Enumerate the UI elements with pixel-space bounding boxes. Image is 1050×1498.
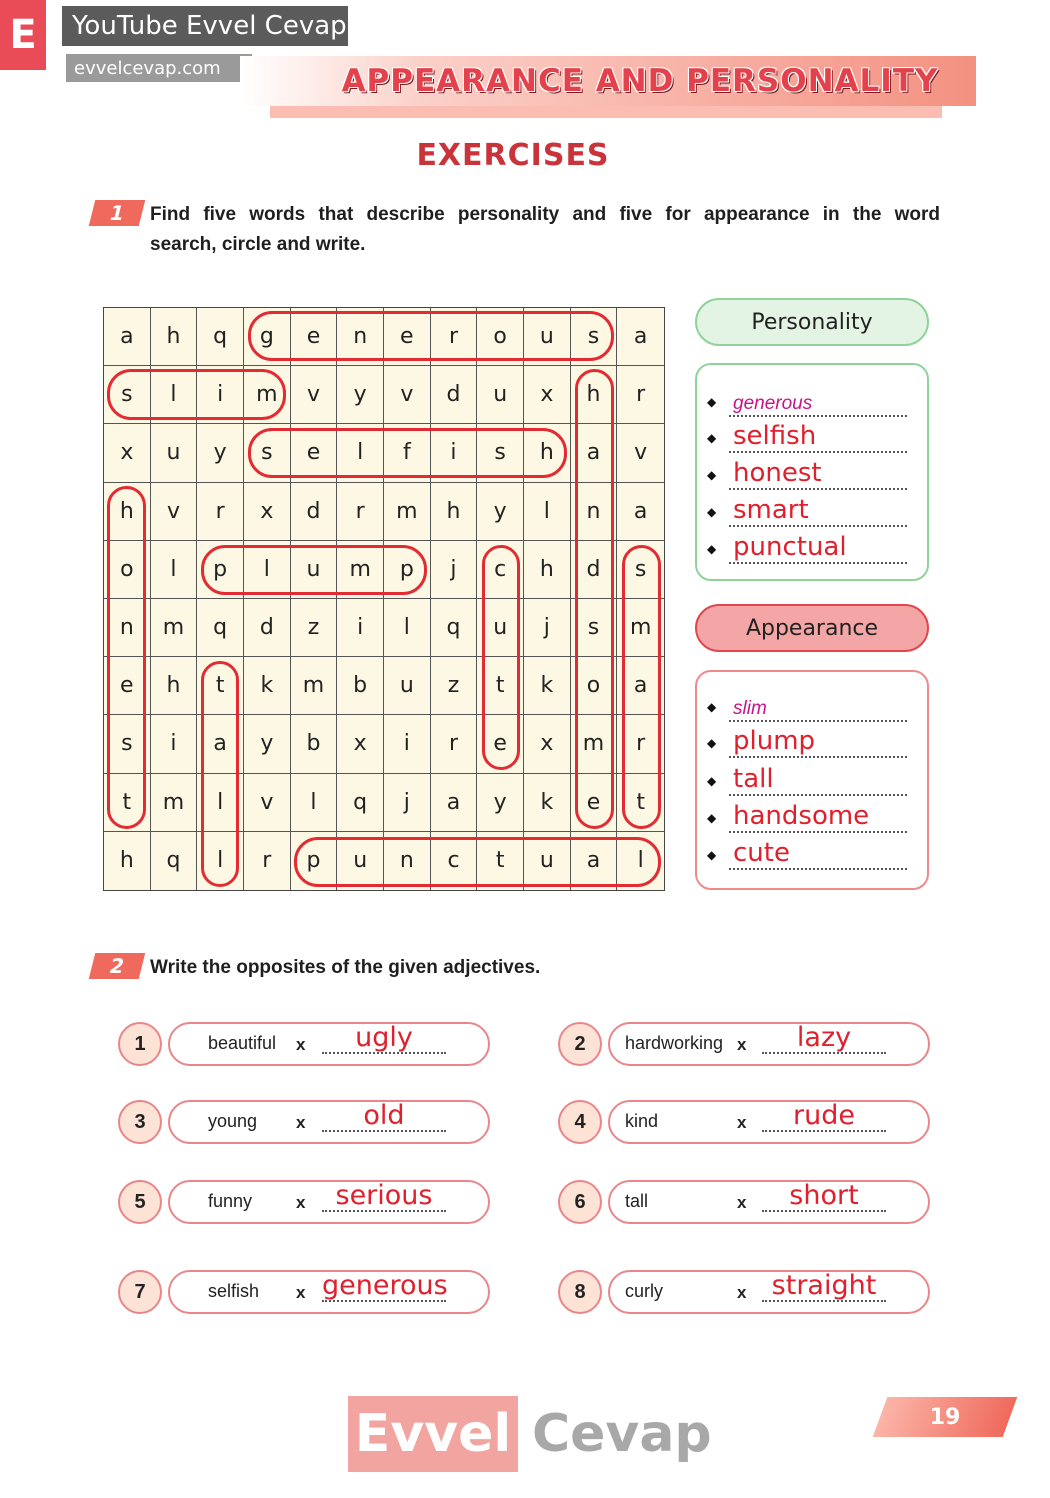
grid-cell[interactable]: q (151, 832, 198, 890)
grid-cell[interactable]: u (384, 657, 431, 715)
grid-cell[interactable]: g (244, 308, 291, 366)
grid-cell[interactable]: x (337, 715, 384, 773)
personality-item: ◆ honest (707, 456, 907, 490)
opposite-answer[interactable]: short (762, 1182, 886, 1212)
grid-cell[interactable]: a (571, 832, 618, 890)
given-adjective: selfish (208, 1281, 260, 1301)
grid-cell[interactable]: l (291, 774, 338, 832)
grid-cell[interactable]: k (524, 657, 571, 715)
grid-cell[interactable]: h (151, 657, 198, 715)
grid-cell[interactable]: q (197, 308, 244, 366)
grid-cell[interactable]: f (384, 424, 431, 482)
grid-cell[interactable]: t (617, 774, 664, 832)
opposite-number: 3 (118, 1100, 162, 1144)
given-adjective: hardworking (625, 1033, 724, 1053)
grid-cell[interactable]: u (291, 541, 338, 599)
grid-cell[interactable]: m (291, 657, 338, 715)
opposite-number: 5 (118, 1180, 162, 1224)
grid-cell[interactable]: u (477, 366, 524, 424)
grid-cell[interactable]: c (431, 832, 478, 890)
opposite-answer[interactable]: ugly (322, 1024, 446, 1054)
grid-cell[interactable]: i (384, 715, 431, 773)
opposite-answer[interactable]: old (322, 1102, 446, 1132)
grid-cell[interactable]: m (571, 715, 618, 773)
grid-cell[interactable]: h (571, 366, 618, 424)
given-adjective: tall (625, 1191, 649, 1211)
grid-cell[interactable]: a (104, 308, 151, 366)
grid-cell[interactable]: b (337, 657, 384, 715)
grid-cell[interactable]: q (337, 774, 384, 832)
exercise-1-badge: 1 (89, 200, 145, 226)
opposite-number: 7 (118, 1270, 162, 1314)
grid-cell[interactable]: m (384, 483, 431, 541)
grid-cell[interactable]: s (104, 715, 151, 773)
grid-cell[interactable]: a (617, 483, 664, 541)
section-title: EXERCISES (416, 138, 610, 173)
grid-cell[interactable]: v (384, 366, 431, 424)
opposite-answer[interactable]: generous (322, 1270, 448, 1301)
opposite-x-mark: x (737, 1193, 747, 1212)
grid-cell[interactable]: y (337, 366, 384, 424)
grid-cell[interactable]: v (244, 774, 291, 832)
grid-cell[interactable]: e (477, 715, 524, 773)
given-adjective: beautiful (208, 1033, 277, 1053)
opposite-answer[interactable]: straight (762, 1272, 886, 1302)
grid-cell[interactable]: y (477, 483, 524, 541)
youtube-brand-label: YouTube Evvel Cevap (62, 6, 348, 46)
grid-cell[interactable]: x (524, 715, 571, 773)
grid-cell[interactable]: l (384, 599, 431, 657)
grid-cell[interactable]: y (244, 715, 291, 773)
grid-cell[interactable]: z (291, 599, 338, 657)
footer-logo-evvel: Evvel (348, 1396, 518, 1472)
grid-cell[interactable]: i (197, 366, 244, 424)
opposite-answer[interactable]: serious (322, 1182, 446, 1212)
grid-cell[interactable]: v (617, 424, 664, 482)
grid-cell[interactable]: l (151, 366, 198, 424)
opposite-x-mark: x (737, 1113, 747, 1132)
grid-cell[interactable]: x (524, 366, 571, 424)
instruction-line-1: Find five words that describe personality and five for appearance in the word (150, 204, 940, 225)
grid-cell[interactable]: p (197, 541, 244, 599)
grid-cell[interactable]: q (197, 599, 244, 657)
grid-cell[interactable]: t (104, 774, 151, 832)
exercise-2-badge: 2 (89, 953, 145, 979)
grid-cell[interactable]: h (524, 424, 571, 482)
grid-cell[interactable]: b (291, 715, 338, 773)
grid-cell[interactable]: r (617, 366, 664, 424)
grid-cell[interactable]: m (151, 599, 198, 657)
grid-cell[interactable]: l (197, 774, 244, 832)
grid-cell[interactable]: e (384, 308, 431, 366)
grid-cell[interactable]: s (104, 366, 151, 424)
instruction-line-2: search, circle and write. (150, 234, 366, 255)
grid-cell[interactable]: d (244, 599, 291, 657)
grid-cell[interactable]: r (617, 715, 664, 773)
grid-cell[interactable]: i (337, 599, 384, 657)
opposite-x-mark: x (296, 1113, 306, 1132)
grid-cell[interactable]: a (571, 424, 618, 482)
grid-cell[interactable]: y (197, 424, 244, 482)
grid-cell[interactable]: u (477, 599, 524, 657)
opposite-number: 8 (558, 1270, 602, 1314)
grid-cell[interactable]: a (617, 657, 664, 715)
grid-cell[interactable]: q (431, 599, 478, 657)
grid-cell[interactable]: p (291, 832, 338, 890)
grid-cell[interactable]: a (431, 774, 478, 832)
grid-cell[interactable]: i (151, 715, 198, 773)
grid-cell[interactable]: s (244, 424, 291, 482)
opposite-x-mark: x (737, 1283, 747, 1302)
grid-cell[interactable]: l (197, 832, 244, 890)
grid-cell[interactable]: m (244, 366, 291, 424)
grid-cell[interactable]: a (617, 308, 664, 366)
grid-cell[interactable]: l (244, 541, 291, 599)
grid-cell[interactable]: i (431, 424, 478, 482)
grid-cell[interactable]: x (244, 483, 291, 541)
grid-cell[interactable]: r (431, 308, 478, 366)
grid-cell[interactable]: h (524, 541, 571, 599)
grid-cell[interactable]: l (637, 848, 644, 874)
appearance-item: ◆ tall (707, 762, 907, 796)
grid-cell[interactable]: p (384, 541, 431, 599)
grid-cell[interactable]: k (244, 657, 291, 715)
exercise-1-instruction (150, 200, 940, 260)
appearance-item: ◆ cute (707, 836, 907, 870)
grid-cell[interactable]: e (104, 657, 151, 715)
personality-item: ◆ generous (707, 383, 907, 417)
opposite-answer[interactable]: rude (762, 1102, 886, 1132)
grid-cell[interactable]: z (431, 657, 478, 715)
given-adjective: funny (208, 1191, 253, 1211)
grid-cell[interactable]: v (291, 366, 338, 424)
grid-cell[interactable]: h (104, 483, 151, 541)
grid-cell[interactable]: j (431, 541, 478, 599)
grid-cell[interactable]: h (151, 308, 198, 366)
grid-cell[interactable]: m (617, 599, 664, 657)
grid-cell[interactable]: s (477, 424, 524, 482)
grid-cell[interactable]: d (431, 366, 478, 424)
grid-cell[interactable]: s (571, 308, 618, 366)
grid-cell[interactable]: s (617, 541, 664, 599)
grid-cell[interactable]: o (571, 657, 618, 715)
grid-cell[interactable]: l (524, 483, 571, 541)
grid-cell[interactable]: r (197, 483, 244, 541)
grid-cell[interactable]: e (291, 308, 338, 366)
given-adjective: young (208, 1111, 258, 1131)
page-number: 19 (929, 1404, 961, 1430)
opposite-x-mark: x (296, 1035, 306, 1054)
grid-cell[interactable]: j (384, 774, 431, 832)
grid-cell[interactable]: n (571, 483, 618, 541)
given-adjective: kind (625, 1111, 659, 1131)
grid-cell[interactable]: y (477, 774, 524, 832)
grid-cell[interactable]: m (337, 541, 384, 599)
grid-cell[interactable]: u (524, 308, 571, 366)
personality-list (695, 363, 929, 581)
grid-cell[interactable]: t (477, 832, 524, 890)
word-search-grid (103, 307, 665, 891)
grid-cell[interactable]: n (104, 599, 151, 657)
grid-cell[interactable]: l (151, 541, 198, 599)
grid-cell[interactable]: x (104, 424, 151, 482)
grid-cell[interactable]: l (337, 424, 384, 482)
unit-title: APPEARANCE AND PERSONALITY (341, 63, 939, 99)
grid-cell[interactable]: t (197, 657, 244, 715)
grid-cell[interactable]: t (477, 657, 524, 715)
opposite-x-mark: x (737, 1035, 747, 1054)
opposite-x-mark: x (296, 1193, 306, 1212)
appearance-header: Appearance (695, 604, 929, 652)
brand-url: evvelcevap.com (66, 54, 252, 82)
opposite-answer[interactable]: lazy (762, 1024, 886, 1054)
brand-logo: E (0, 0, 46, 70)
grid-cell[interactable]: n (384, 832, 431, 890)
grid-cell[interactable]: a (197, 715, 244, 773)
grid-cell[interactable]: v (151, 483, 198, 541)
grid-cell[interactable]: s (571, 599, 618, 657)
grid-cell[interactable]: r (337, 483, 384, 541)
opposite-number: 4 (558, 1100, 602, 1144)
opposite-number: 2 (558, 1022, 602, 1066)
grid-cell[interactable]: m (151, 774, 198, 832)
grid-cell[interactable]: e (291, 424, 338, 482)
footer-logo-cevap: Cevap (532, 1404, 712, 1464)
grid-cell[interactable]: j (524, 599, 571, 657)
grid-cell[interactable]: u (337, 832, 384, 890)
grid-cell[interactable]: o (104, 541, 151, 599)
appearance-item: ◆ slim (707, 688, 907, 722)
grid-cell[interactable]: u (151, 424, 198, 482)
banner-underline (270, 106, 942, 118)
grid-cell[interactable]: n (337, 308, 384, 366)
grid-cell[interactable]: d (291, 483, 338, 541)
personality-header: Personality (695, 298, 929, 346)
grid-cell[interactable]: h (104, 832, 151, 890)
appearance-item: ◆ handsome (707, 799, 907, 833)
grid-cell[interactable]: c (477, 541, 524, 599)
grid-cell[interactable]: r (431, 715, 478, 773)
grid-cell[interactable]: r (244, 832, 291, 890)
grid-cell[interactable]: o (477, 308, 524, 366)
exercise-2-instruction: Write the opposites of the given adjectives. (150, 957, 541, 978)
grid-cell[interactable]: h (431, 483, 478, 541)
opposite-x-mark: x (296, 1283, 306, 1302)
grid-cell[interactable]: u (524, 832, 571, 890)
appearance-item: ◆ plump (707, 724, 907, 758)
opposite-number: 6 (558, 1180, 602, 1224)
grid-cell[interactable]: e (571, 774, 618, 832)
personality-item: ◆ punctual (707, 530, 907, 564)
appearance-list (695, 670, 929, 890)
given-adjective: curly (625, 1281, 664, 1301)
personality-item: ◆ selfish (707, 419, 907, 453)
grid-cell[interactable]: k (524, 774, 571, 832)
opposite-number: 1 (118, 1022, 162, 1066)
personality-item: ◆ smart (707, 493, 907, 527)
grid-cell[interactable]: d (571, 541, 618, 599)
